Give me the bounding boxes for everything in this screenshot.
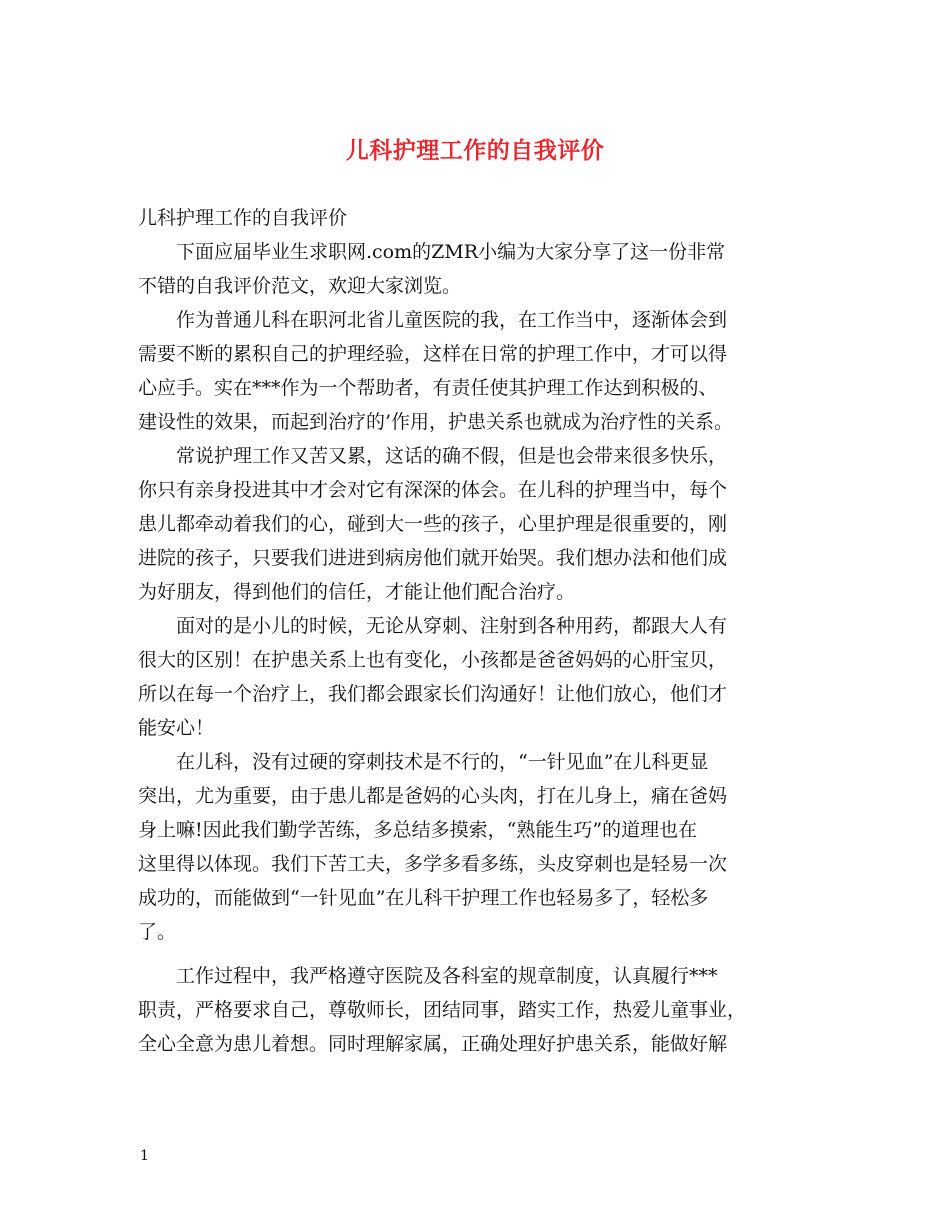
text-line: 心应手。实在***作为一个帮助者，有责任使其护理工作达到积极的、	[138, 377, 718, 399]
text-line: 常说护理工作又苦又累，这话的确不假，但是也会带来很多快乐，	[138, 445, 728, 467]
text-line: 身上嘛!因此我们勤学苦练，多总结多摸索，“熟能生巧”的道理也在	[138, 819, 698, 841]
document-title: 儿科护理工作的自我评价	[345, 137, 605, 164]
text-line: 能安心！	[138, 717, 215, 739]
text-line: 不错的自我评价范文，欢迎大家浏览。	[138, 275, 462, 297]
text-line: 在儿科，没有过硬的穿刺技术是不行的，“一针见血”在儿科更显	[138, 751, 709, 773]
paragraph-gap	[138, 949, 828, 959]
text-line: 突出，尤为重要，由于患儿都是爸妈的心头肉，打在儿身上，痛在爸妈	[138, 785, 728, 807]
text-line: 下面应届毕业生求职网.com的ZMR小编为大家分享了这一份非常	[138, 241, 726, 263]
text-line: 患儿都牵动着我们的心，碰到大一些的孩子，心里护理是很重要的，刚	[138, 513, 728, 535]
text-line: 职责，严格要求自己，尊敬师长，团结同事，踏实工作，热爱儿童事业，	[138, 999, 747, 1021]
text-line: 工作过程中，我严格遵守医院及各科室的规章制度，认真履行***	[138, 965, 718, 987]
document-body	[138, 201, 828, 1061]
text-line: 全心全意为患儿着想。同时理解家属，正确处理好护患关系，能做好解	[138, 1033, 728, 1055]
text-line: 为好朋友，得到他们的信任，才能让他们配合治疗。	[138, 581, 576, 603]
text-line: 成功的，而能做到“一针见血”在儿科干护理工作也轻易多了，轻松多	[138, 887, 709, 909]
text-line: 这里得以体现。我们下苦工夫，多学多看多练，头皮穿刺也是轻易一次	[138, 853, 728, 875]
page-number: 1	[140, 1148, 149, 1164]
text-line: 儿科护理工作的自我评价	[138, 207, 348, 229]
text-line: 很大的区别！在护患关系上也有变化，小孩都是爸爸妈妈的心肝宝贝，	[138, 649, 728, 671]
text-line: 你只有亲身投进其中才会对它有深深的体会。在儿科的护理当中，每个	[138, 479, 728, 501]
text-line: 建设性的效果，而起到治疗的’作用，护患关系也就成为治疗性的关系。	[138, 411, 734, 433]
text-line: 需要不断的累积自己的护理经验，这样在日常的护理工作中，才可以得	[138, 343, 728, 365]
text-line: 面对的是小儿的时候，无论从穿刺、注射到各种用药，都跟大人有	[138, 615, 728, 637]
text-line: 所以在每一个治疗上，我们都会跟家长们沟通好！让他们放心，他们才	[138, 683, 728, 705]
text-line: 进院的孩子，只要我们进进到病房他们就开始哭。我们想办法和他们成	[138, 547, 728, 569]
text-line: 了。	[138, 921, 177, 943]
text-line: 作为普通儿科在职河北省儿童医院的我，在工作当中，逐渐体会到	[138, 309, 728, 331]
